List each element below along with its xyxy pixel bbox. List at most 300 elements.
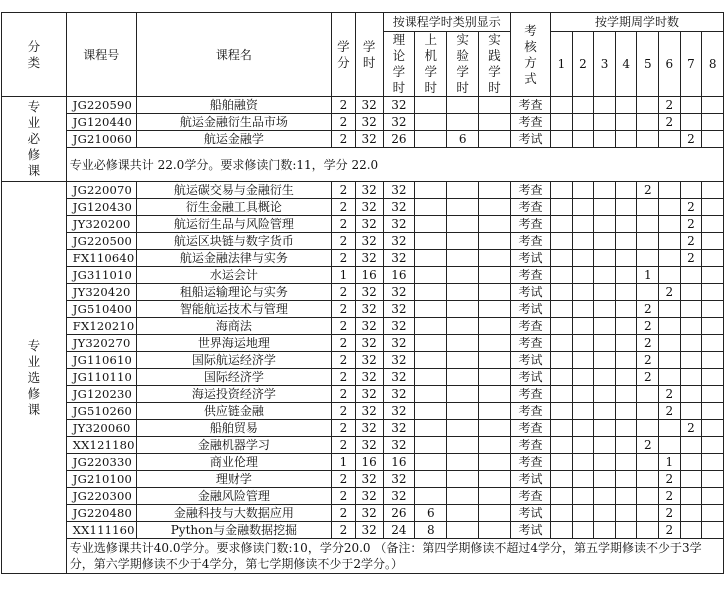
course-code: JG120440 [66,114,136,131]
semester-hours-cell [594,471,616,488]
theory-hours-cell: 32 [383,335,415,352]
theory-hours-cell: 32 [383,437,415,454]
semester-hours-cell [594,182,616,199]
assessment-cell: 考查 [511,318,551,335]
table-row [2,352,724,369]
credits-cell: 2 [332,420,356,437]
semester-hours-cell [637,233,659,250]
semester-hours-cell [702,216,724,233]
course-name: 衍生金融工具概论 [136,199,331,216]
semester-hours-cell [551,488,573,505]
computer-hours-cell [415,471,447,488]
course-code: JG120230 [66,386,136,403]
semester-hours-cell [594,250,616,267]
experiment-hours-cell [447,386,479,403]
practice-hours-cell [479,522,511,539]
theory-hours-cell: 32 [383,420,415,437]
semester-hours-cell [680,437,702,454]
assessment-cell: 考试 [511,522,551,539]
semester-hours-cell [680,114,702,131]
hours-cell: 32 [355,318,383,335]
computer-hours-cell [415,437,447,454]
semester-hours-cell: 1 [659,454,681,471]
semester-hours-cell: 2 [680,420,702,437]
computer-hours-cell [415,97,447,114]
course-name: Python与金融数据挖掘 [136,522,331,539]
semester-hours-cell [615,505,637,522]
course-code: JY320420 [66,284,136,301]
semester-hours-cell [594,369,616,386]
computer-hours-cell [415,454,447,471]
semester-hours-cell [594,352,616,369]
semester-hours-cell [659,199,681,216]
semester-hours-cell [615,267,637,284]
credits-cell: 2 [332,471,356,488]
semester-hours-cell [572,403,594,420]
semester-hours-cell [680,284,702,301]
course-name: 金融科技与大数据应用 [136,505,331,522]
experiment-hours-cell [447,352,479,369]
semester-hours-cell [637,522,659,539]
semester-hours-cell [637,216,659,233]
computer-hours-cell [415,114,447,131]
semester-hours-cell [680,267,702,284]
header-theory: 理论学时 [383,32,415,97]
experiment-hours-cell [447,335,479,352]
semester-hours-cell [594,267,616,284]
semester-hours-cell: 2 [659,284,681,301]
table-row [2,97,724,114]
summary-row [2,148,724,182]
course-name: 智能航运技术与管理 [136,301,331,318]
practice-hours-cell [479,301,511,318]
hours-cell: 32 [355,301,383,318]
semester-hours-cell [572,437,594,454]
course-code: XX121180 [66,437,136,454]
semester-hours-cell [702,97,724,114]
practice-hours-cell [479,216,511,233]
practice-hours-cell [479,420,511,437]
computer-hours-cell [415,420,447,437]
semester-hours-cell [572,267,594,284]
course-code: JG210060 [66,131,136,148]
semester-hours-cell [615,352,637,369]
semester-hours-cell [572,352,594,369]
semester-hours-cell [551,250,573,267]
assessment-cell: 考试 [511,301,551,318]
assessment-cell: 考试 [511,250,551,267]
semester-hours-cell [702,114,724,131]
section-summary: 专业必修课共计 22.0学分。要求修读门数:11，学分 22.0 [66,148,723,182]
semester-hours-cell [615,97,637,114]
hours-cell: 32 [355,471,383,488]
semester-hours-cell [594,318,616,335]
theory-hours-cell: 32 [383,199,415,216]
semester-hours-cell [594,97,616,114]
semester-hours-cell [551,267,573,284]
semester-hours-cell: 2 [680,250,702,267]
theory-hours-cell: 32 [383,369,415,386]
practice-hours-cell [479,352,511,369]
semester-hours-cell [572,233,594,250]
hours-cell: 32 [355,114,383,131]
theory-hours-cell: 32 [383,284,415,301]
theory-hours-cell: 32 [383,97,415,114]
table-row [2,318,724,335]
semester-hours-cell [551,131,573,148]
theory-hours-cell: 32 [383,318,415,335]
course-name: 金融风险管理 [136,488,331,505]
practice-hours-cell [479,284,511,301]
header-course-code: 课程号 [66,13,136,97]
semester-hours-cell [572,199,594,216]
semester-hours-cell [702,420,724,437]
semester-hours-cell: 2 [659,403,681,420]
semester-hours-cell [594,216,616,233]
course-name: 航运金融法律与实务 [136,250,331,267]
semester-hours-cell [659,233,681,250]
experiment-hours-cell [447,403,479,420]
credits-cell: 2 [332,369,356,386]
course-name: 船舶贸易 [136,420,331,437]
semester-hours-cell [702,335,724,352]
semester-hours-cell: 2 [659,97,681,114]
computer-hours-cell [415,284,447,301]
experiment-hours-cell [447,267,479,284]
practice-hours-cell [479,267,511,284]
header-by-semester: 按学期周学时数 [551,13,724,32]
credits-cell: 2 [332,233,356,250]
course-code: JG220070 [66,182,136,199]
semester-hours-cell [702,131,724,148]
semester-hours-cell: 2 [637,437,659,454]
course-code: JG510260 [66,403,136,420]
semester-hours-cell [594,199,616,216]
header-computer: 上机学时 [415,32,447,97]
course-code: JG311010 [66,267,136,284]
header-credits: 学分 [332,13,356,97]
semester-hours-cell [615,284,637,301]
hours-cell: 32 [355,522,383,539]
semester-hours-cell [702,454,724,471]
assessment-cell: 考查 [511,488,551,505]
semester-hours-cell [680,301,702,318]
semester-hours-cell [637,97,659,114]
theory-hours-cell: 32 [383,182,415,199]
credits-cell: 2 [332,318,356,335]
hours-cell: 32 [355,505,383,522]
semester-hours-cell [551,318,573,335]
semester-hours-cell [572,131,594,148]
hours-cell: 32 [355,233,383,250]
semester-hours-cell [615,369,637,386]
semester-hours-cell [637,403,659,420]
semester-hours-cell [659,420,681,437]
semester-hours-cell: 2 [637,301,659,318]
semester-hours-cell [594,386,616,403]
practice-hours-cell [479,199,511,216]
experiment-hours-cell [447,369,479,386]
hours-cell: 32 [355,437,383,454]
theory-hours-cell: 32 [383,114,415,131]
semester-hours-cell: 2 [637,182,659,199]
hours-cell: 32 [355,199,383,216]
semester-hours-cell [615,386,637,403]
header-semester: 1 [551,32,573,97]
semester-hours-cell [659,267,681,284]
semester-hours-cell [551,284,573,301]
category-cell [2,97,67,182]
semester-hours-cell [572,454,594,471]
theory-hours-cell: 32 [383,352,415,369]
theory-hours-cell: 32 [383,386,415,403]
course-name: 海商法 [136,318,331,335]
hours-cell: 32 [355,488,383,505]
semester-hours-cell [702,284,724,301]
table-row [2,488,724,505]
semester-hours-cell [572,386,594,403]
semester-hours-cell: 2 [637,318,659,335]
credits-cell: 2 [332,437,356,454]
table-row [2,131,724,148]
course-name: 航运衍生品与风险管理 [136,216,331,233]
table-row [2,182,724,199]
course-code: JG510400 [66,301,136,318]
table-row [2,250,724,267]
hours-cell: 32 [355,386,383,403]
experiment-hours-cell [447,284,479,301]
computer-hours-cell [415,216,447,233]
computer-hours-cell [415,233,447,250]
semester-hours-cell [594,454,616,471]
assessment-cell: 考试 [511,369,551,386]
theory-hours-cell: 32 [383,471,415,488]
semester-hours-cell [594,114,616,131]
semester-hours-cell [637,454,659,471]
semester-hours-cell [572,420,594,437]
theory-hours-cell: 32 [383,233,415,250]
experiment-hours-cell: 6 [447,131,479,148]
computer-hours-cell: 8 [415,522,447,539]
credits-cell: 1 [332,454,356,471]
experiment-hours-cell [447,199,479,216]
course-name: 航运碳交易与金融衍生 [136,182,331,199]
header-semester: 4 [615,32,637,97]
course-name: 船舶融资 [136,97,331,114]
experiment-hours-cell [447,216,479,233]
semester-hours-cell [702,233,724,250]
semester-hours-cell: 2 [659,522,681,539]
course-name: 航运金融学 [136,131,331,148]
experiment-hours-cell [447,318,479,335]
header-semester: 8 [702,32,724,97]
semester-hours-cell [551,437,573,454]
theory-hours-cell: 26 [383,131,415,148]
credits-cell: 2 [332,199,356,216]
course-code: JG210100 [66,471,136,488]
theory-hours-cell: 32 [383,216,415,233]
semester-hours-cell [680,335,702,352]
semester-hours-cell [551,471,573,488]
semester-hours-cell [680,386,702,403]
semester-hours-cell [702,199,724,216]
semester-hours-cell [659,335,681,352]
header-semester: 7 [680,32,702,97]
semester-hours-cell [572,522,594,539]
header-experiment: 实验学时 [447,32,479,97]
course-code: JG110610 [66,352,136,369]
semester-hours-cell: 2 [659,471,681,488]
semester-hours-cell [551,454,573,471]
theory-hours-cell: 32 [383,403,415,420]
semester-hours-cell [615,522,637,539]
semester-hours-cell [615,335,637,352]
semester-hours-cell [572,250,594,267]
semester-hours-cell [572,505,594,522]
credits-cell: 2 [332,284,356,301]
practice-hours-cell [479,403,511,420]
theory-hours-cell: 16 [383,267,415,284]
semester-hours-cell: 2 [637,335,659,352]
semester-hours-cell [637,131,659,148]
semester-hours-cell [551,233,573,250]
assessment-cell: 考试 [511,284,551,301]
semester-hours-cell [659,301,681,318]
hours-cell: 32 [355,182,383,199]
experiment-hours-cell [447,471,479,488]
semester-hours-cell [637,199,659,216]
semester-hours-cell: 2 [680,233,702,250]
semester-hours-cell [615,250,637,267]
semester-hours-cell [615,437,637,454]
practice-hours-cell [479,386,511,403]
semester-hours-cell: 2 [659,386,681,403]
header-hours: 学时 [355,13,383,97]
semester-hours-cell [594,522,616,539]
course-name: 租船运输理论与实务 [136,284,331,301]
course-code: FX120210 [66,318,136,335]
semester-hours-cell [680,369,702,386]
header-by-type: 按课程学时类别显示 [383,13,511,32]
assessment-cell: 考查 [511,97,551,114]
category-label: 专业必修课 [27,99,41,178]
semester-hours-cell [615,403,637,420]
computer-hours-cell: 6 [415,505,447,522]
course-code: JY320270 [66,335,136,352]
semester-hours-cell [659,318,681,335]
semester-hours-cell [702,505,724,522]
semester-hours-cell [680,488,702,505]
hours-cell: 32 [355,335,383,352]
course-code: JG220590 [66,97,136,114]
semester-hours-cell: 2 [680,216,702,233]
credits-cell: 2 [332,250,356,267]
hours-cell: 16 [355,454,383,471]
computer-hours-cell [415,199,447,216]
course-code: JG220330 [66,454,136,471]
table-row [2,233,724,250]
semester-hours-cell [702,471,724,488]
semester-hours-cell [659,250,681,267]
practice-hours-cell [479,250,511,267]
table-row [2,386,724,403]
hours-cell: 32 [355,403,383,420]
semester-hours-cell [551,301,573,318]
table-row [2,216,724,233]
semester-hours-cell [680,97,702,114]
semester-hours-cell: 2 [637,352,659,369]
computer-hours-cell [415,250,447,267]
assessment-cell: 考查 [511,386,551,403]
semester-hours-cell [615,471,637,488]
hours-cell: 16 [355,267,383,284]
semester-hours-cell [594,335,616,352]
assessment-cell: 考查 [511,335,551,352]
semester-hours-cell: 2 [659,114,681,131]
table-row [2,471,724,488]
credits-cell: 1 [332,267,356,284]
category-label: 专业选修课 [27,337,41,417]
header-semester: 6 [659,32,681,97]
assessment-cell: 考查 [511,216,551,233]
practice-hours-cell [479,97,511,114]
semester-hours-cell [615,318,637,335]
semester-hours-cell [615,454,637,471]
semester-hours-cell [572,471,594,488]
theory-hours-cell: 32 [383,250,415,267]
credits-cell: 2 [332,131,356,148]
assessment-cell: 考试 [511,471,551,488]
semester-hours-cell [680,352,702,369]
header-category: 分类 [2,13,67,97]
semester-hours-cell [659,352,681,369]
table-row [2,522,724,539]
semester-hours-cell [594,233,616,250]
semester-hours-cell [594,420,616,437]
semester-hours-cell [615,420,637,437]
semester-hours-cell [637,114,659,131]
category-cell [2,182,67,574]
credits-cell: 2 [332,403,356,420]
course-code: JG220500 [66,233,136,250]
assessment-cell: 考查 [511,437,551,454]
semester-hours-cell [572,369,594,386]
table-row [2,301,724,318]
computer-hours-cell [415,369,447,386]
semester-hours-cell [551,335,573,352]
credits-cell: 2 [332,335,356,352]
semester-hours-cell [680,403,702,420]
experiment-hours-cell [447,233,479,250]
semester-hours-cell [551,114,573,131]
semester-hours-cell [551,216,573,233]
hours-cell: 32 [355,250,383,267]
table-row [2,369,724,386]
theory-hours-cell: 24 [383,522,415,539]
course-name: 航运金融衍生品市场 [136,114,331,131]
semester-hours-cell [659,437,681,454]
experiment-hours-cell [447,420,479,437]
semester-hours-cell [594,488,616,505]
course-name: 理财学 [136,471,331,488]
course-name: 商业伦理 [136,454,331,471]
assessment-cell: 考查 [511,420,551,437]
computer-hours-cell [415,403,447,420]
curriculum-table [1,12,724,574]
theory-hours-cell: 32 [383,301,415,318]
semester-hours-cell [637,386,659,403]
table-row [2,284,724,301]
